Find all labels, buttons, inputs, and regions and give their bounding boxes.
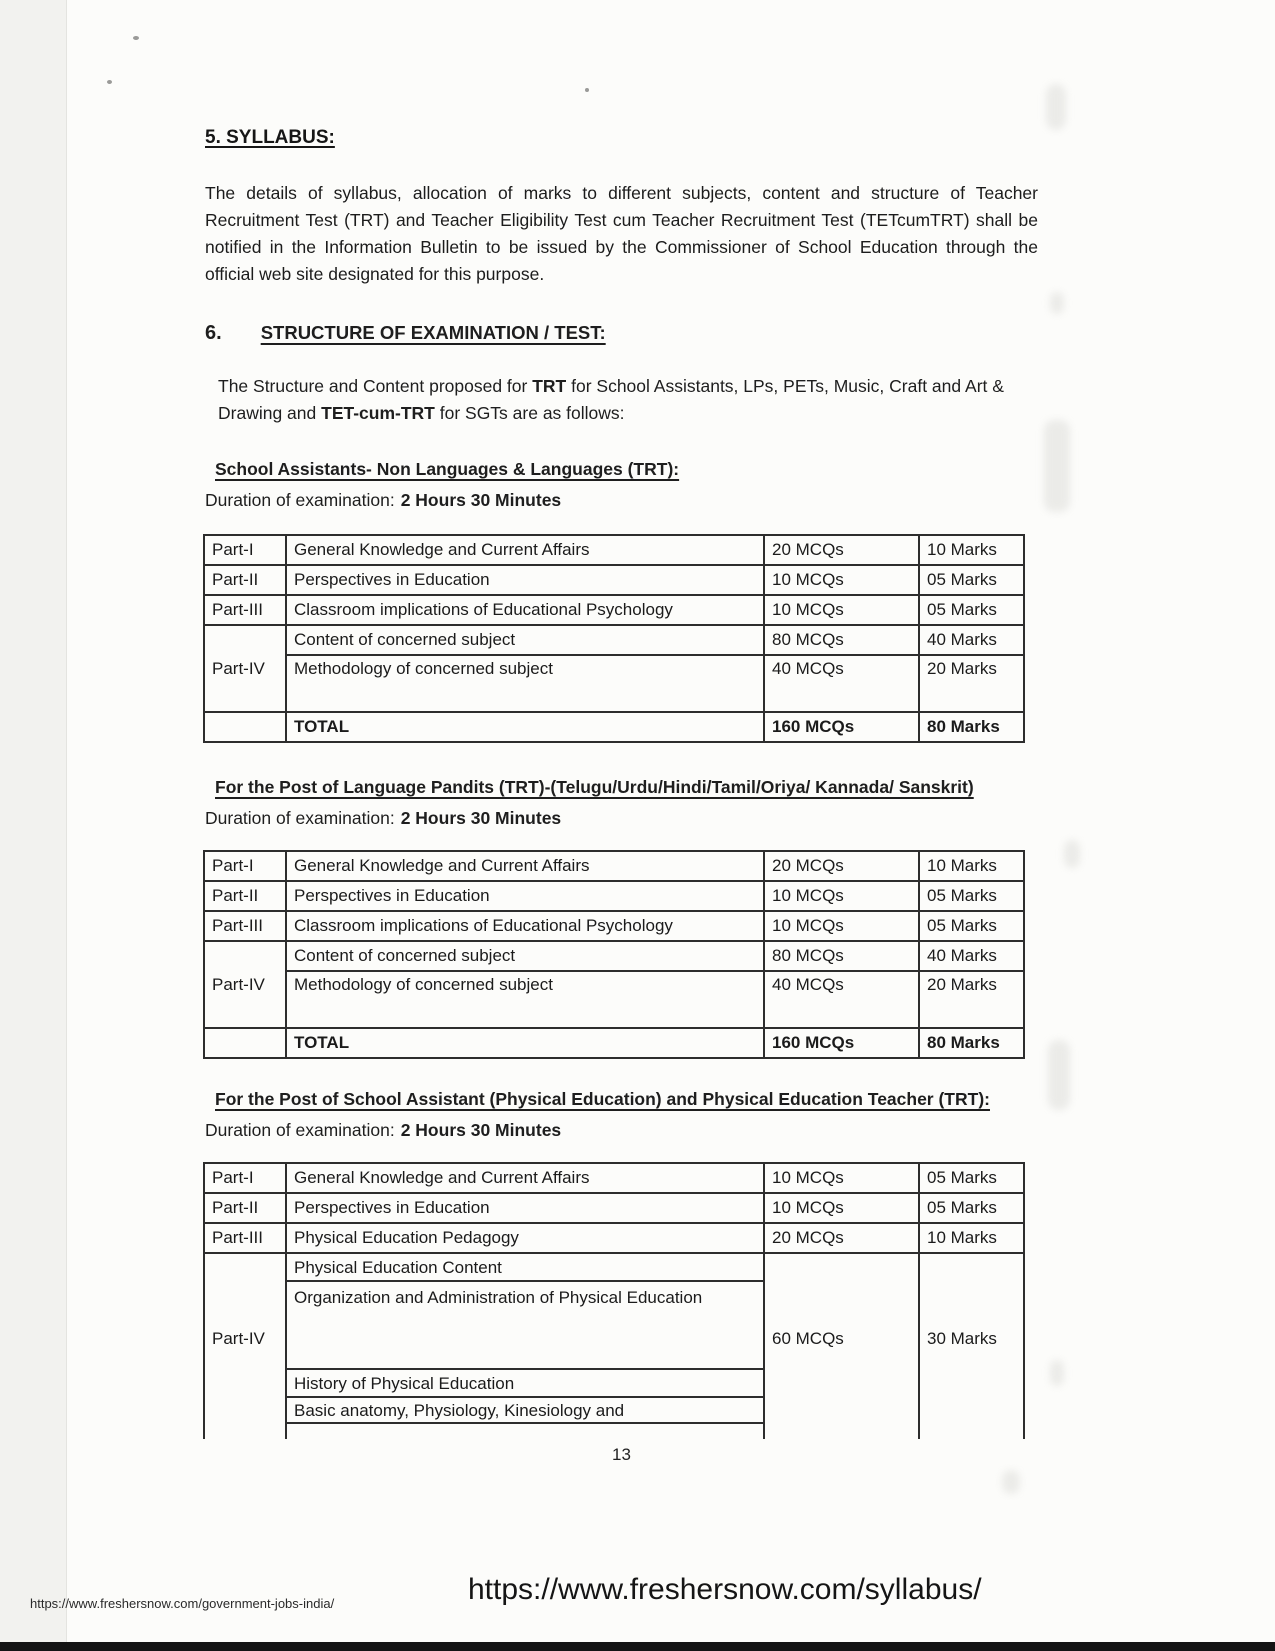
section-6-intro — [205, 373, 1038, 427]
subject-cell: Methodology of concerned subject — [287, 656, 765, 713]
duration-value: 2 Hours 30 Minutes — [400, 808, 562, 828]
part-cell — [205, 1424, 287, 1439]
section-5-heading: 5. SYLLABUS: — [205, 127, 335, 148]
scan-bottom-edge — [0, 1642, 1275, 1651]
physical-education-heading: For the Post of School Assistant (Physical Education) and Physical Education Teacher (TRT): — [215, 1089, 990, 1109]
table-row — [205, 852, 1025, 882]
table-row — [205, 1194, 1025, 1224]
section-6-heading-row — [205, 322, 1038, 345]
section-5-paragraph: The details of syllabus, allocation of marks to different subjects, content and structure of Teacher Recruitment Test (TRT) and Teacher Eligibility Test cum Teacher Recruitment Test (TETcumTRT) shall be notified in the Information Bulletin to be issued by the Commissioner of School Education through the official web site designated for this purpose. — [205, 183, 1038, 284]
part-cell: Part-IV — [205, 1254, 287, 1424]
table-row — [205, 1164, 1025, 1194]
table-row — [205, 656, 1025, 713]
marks-cell: 40 Marks — [920, 626, 1025, 656]
mcqs-cell: 40 MCQs — [765, 656, 920, 713]
mcqs-cell: 80 MCQs — [765, 942, 920, 972]
marks-cell: 05 Marks — [920, 882, 1025, 912]
marks-cell — [920, 1424, 1025, 1439]
part4-subject: Basic anatomy, Physiology, Kinesiology and — [287, 1398, 763, 1424]
mcqs-cell: 40 MCQs — [765, 972, 920, 1029]
marks-cell: 10 Marks — [920, 852, 1025, 882]
table-row — [205, 942, 1025, 972]
table-row — [205, 972, 1025, 1029]
duration-line — [205, 487, 1038, 514]
subject-cell: Perspectives in Education — [287, 566, 765, 596]
marks-cell: 05 Marks — [920, 596, 1025, 626]
scan-speck — [585, 88, 589, 92]
part-cell: Part-III — [205, 912, 287, 942]
document-content — [205, 126, 1038, 1465]
duration-value: 2 Hours 30 Minutes — [400, 490, 562, 510]
section-6-number: 6. — [205, 322, 222, 344]
subject-cell: Perspectives in Education — [287, 1194, 765, 1224]
table-row — [205, 596, 1025, 626]
intro-bold-tet-cum-trt: TET-cum-TRT — [321, 403, 435, 423]
duration-label: Duration of examination: — [205, 1120, 395, 1140]
subject-cell: Content of concerned subject — [287, 626, 765, 656]
table-row — [205, 912, 1025, 942]
marks-cell: 10 Marks — [920, 1224, 1025, 1254]
table-cutoff-row — [205, 1424, 1025, 1439]
duration-label: Duration of examination: — [205, 490, 395, 510]
part-cell: Part-II — [205, 566, 287, 596]
footer-url-small: https://www.freshersnow.com/government-jobs-india/ — [30, 1596, 335, 1611]
mcqs-cell: 20 MCQs — [765, 536, 920, 566]
subject-cell: Physical Education Pedagogy — [287, 1224, 765, 1254]
duration-label: Duration of examination: — [205, 808, 395, 828]
scan-speck — [107, 80, 112, 84]
part4-subjects-cell — [287, 1254, 765, 1424]
total-mcqs-cell: 160 MCQs — [765, 713, 920, 743]
total-label-cell: TOTAL — [287, 1029, 765, 1059]
part4-subject: Physical Education Content — [287, 1254, 763, 1282]
part-cell: Part-I — [205, 852, 287, 882]
part-cell: Part-I — [205, 1164, 287, 1194]
table-row — [205, 1224, 1025, 1254]
mcqs-cell: 20 MCQs — [765, 852, 920, 882]
marks-cell: 05 Marks — [920, 1164, 1025, 1194]
mcqs-cell: 10 MCQs — [765, 1164, 920, 1194]
table-part4-row — [205, 1254, 1025, 1424]
duration-line — [205, 1117, 1038, 1144]
marks-cell: 40 Marks — [920, 942, 1025, 972]
school-assistants-heading: School Assistants- Non Languages & Languages (TRT): — [215, 459, 680, 479]
subject-cell: General Knowledge and Current Affairs — [287, 1164, 765, 1194]
mcqs-cell: 10 MCQs — [765, 882, 920, 912]
part4-subject: Organization and Administration of Physical Education — [287, 1282, 763, 1370]
scan-smudge — [1050, 292, 1064, 314]
mcqs-cell: 80 MCQs — [765, 626, 920, 656]
mcqs-cell — [765, 1424, 920, 1439]
table-row — [205, 536, 1025, 566]
marks-cell: 05 Marks — [920, 912, 1025, 942]
duration-value: 2 Hours 30 Minutes — [400, 1120, 562, 1140]
table-total-row — [205, 1029, 1025, 1059]
part-cell: Part-III — [205, 1224, 287, 1254]
mcqs-cell: 60 MCQs — [765, 1254, 920, 1424]
scan-smudge — [1046, 84, 1066, 130]
physical-education-table — [203, 1162, 1025, 1439]
part-cell: Part-III — [205, 596, 287, 626]
intro-bold-trt: TRT — [532, 376, 567, 396]
subject-cell: General Knowledge and Current Affairs — [287, 536, 765, 566]
part-cell: Part-IV — [205, 942, 287, 1029]
table-row — [205, 882, 1025, 912]
school-assistants-table — [203, 534, 1025, 743]
subject-cell — [287, 1424, 765, 1439]
scan-speck — [133, 36, 139, 40]
scan-smudge — [1002, 1470, 1020, 1494]
table-row — [205, 566, 1025, 596]
scan-smudge — [1050, 1360, 1064, 1386]
scan-left-edge — [0, 0, 67, 1651]
marks-cell: 20 Marks — [920, 972, 1025, 1029]
total-marks-cell: 80 Marks — [920, 1029, 1025, 1059]
section-6-heading: STRUCTURE OF EXAMINATION / TEST: — [260, 322, 606, 343]
marks-cell: 30 Marks — [920, 1254, 1025, 1424]
page-number: 13 — [612, 1445, 631, 1464]
scan-smudge — [1064, 840, 1080, 868]
part-cell — [205, 1029, 287, 1059]
scan-smudge — [1048, 1040, 1070, 1110]
table-total-row — [205, 713, 1025, 743]
subject-cell: General Knowledge and Current Affairs — [287, 852, 765, 882]
scan-smudge — [1044, 420, 1070, 512]
marks-cell: 05 Marks — [920, 1194, 1025, 1224]
total-mcqs-cell: 160 MCQs — [765, 1029, 920, 1059]
mcqs-cell: 10 MCQs — [765, 596, 920, 626]
footer-url-large: https://www.freshersnow.com/syllabus/ — [468, 1573, 982, 1606]
mcqs-cell: 10 MCQs — [765, 566, 920, 596]
subject-cell: Perspectives in Education — [287, 882, 765, 912]
language-pandits-table — [203, 850, 1025, 1059]
mcqs-cell: 10 MCQs — [765, 1194, 920, 1224]
part-cell: Part-II — [205, 1194, 287, 1224]
part-cell: Part-II — [205, 882, 287, 912]
marks-cell: 05 Marks — [920, 566, 1025, 596]
marks-cell: 10 Marks — [920, 536, 1025, 566]
part-cell: Part-IV — [205, 626, 287, 713]
mcqs-cell: 10 MCQs — [765, 912, 920, 942]
total-marks-cell: 80 Marks — [920, 713, 1025, 743]
subject-cell: Classroom implications of Educational Psychology — [287, 596, 765, 626]
marks-cell: 20 Marks — [920, 656, 1025, 713]
part-cell: Part-I — [205, 536, 287, 566]
total-label-cell: TOTAL — [287, 713, 765, 743]
part4-subject: History of Physical Education — [287, 1370, 763, 1398]
intro-text: The Structure and Content proposed for — [218, 376, 533, 396]
subject-cell: Methodology of concerned subject — [287, 972, 765, 1029]
duration-line — [205, 805, 1038, 832]
language-pandits-heading: For the Post of Language Pandits (TRT)-(Telugu/Urdu/Hindi/Tamil/Oriya/ Kannada/ Sanskrit) — [215, 777, 974, 797]
part-cell — [205, 713, 287, 743]
mcqs-cell: 20 MCQs — [765, 1224, 920, 1254]
intro-text: for SGTs are as follows: — [434, 403, 625, 423]
intro-text: for School Assistants, LPs, PETs, Music, Craft and Art & Drawing and — [218, 376, 1004, 423]
subject-cell: Classroom implications of Educational Psychology — [287, 912, 765, 942]
table-row — [205, 626, 1025, 656]
subject-cell: Content of concerned subject — [287, 942, 765, 972]
